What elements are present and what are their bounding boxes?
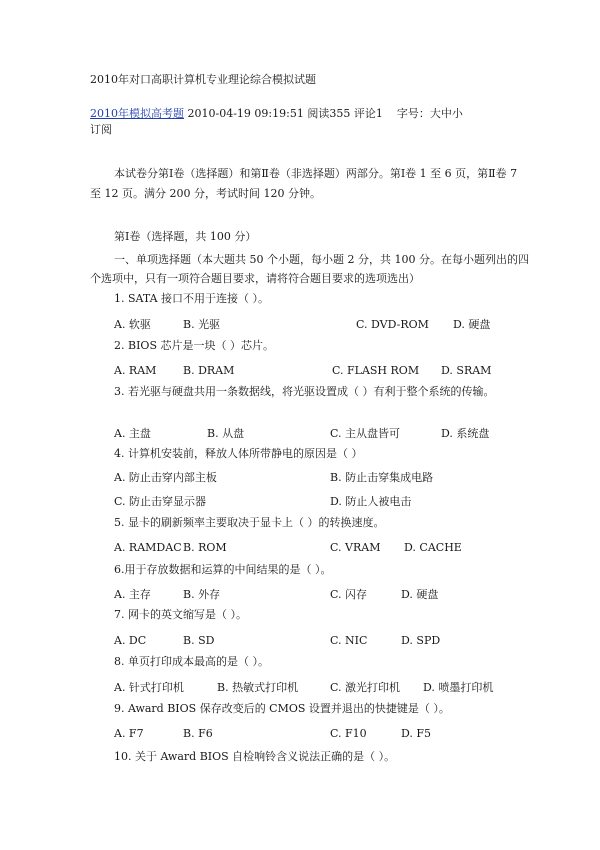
exam-intro: 本试卷分第Ⅰ卷（选择题）和第Ⅱ卷（非选择题）两部分。第Ⅰ卷 1 至 6 页，第Ⅱ卷 7 至 12 页。满分 200 分，考试时间 120 分钟。: [90, 167, 518, 200]
answer-option: A. 主盘: [114, 427, 151, 440]
answer-option: A. 主存: [114, 588, 151, 601]
question-text: 6.用于存放数据和运算的中间结果的是（ ）。: [114, 563, 332, 576]
answer-option: D. 喷墨打印机: [423, 681, 494, 694]
font-medium-option[interactable]: 中: [440, 107, 452, 120]
answer-option: C. 闪存: [330, 588, 368, 601]
post-datetime: 2010-04-19 09:19:51: [187, 107, 304, 120]
font-size-label: 字号：: [396, 107, 430, 120]
answer-option: A. RAM: [114, 364, 157, 377]
answer-option: D. 硬盘: [453, 318, 491, 331]
answer-option: B. F6: [183, 727, 213, 740]
font-large-option[interactable]: 大: [429, 107, 441, 120]
article-meta: [90, 106, 463, 136]
answer-option: B. SD: [183, 634, 215, 647]
answer-option: C. FLASH ROM: [332, 364, 420, 377]
answer-option: D. 硬盘: [401, 588, 439, 601]
comment-count[interactable]: 评论1: [353, 107, 383, 120]
subscribe-link[interactable]: 订阅: [90, 123, 112, 136]
question-text: 7. 网卡的英文缩写是（ ）。: [114, 608, 247, 621]
answer-option: B. 外存: [183, 588, 221, 601]
category-link[interactable]: 2010年模拟高考题: [90, 107, 184, 120]
question-text: 1. SATA 接口不用于连接（ ）。: [114, 292, 270, 305]
answer-option: D. 系统盘: [441, 427, 490, 440]
answer-option: D. CACHE: [404, 541, 462, 554]
answer-option: B. 光驱: [183, 318, 221, 331]
answer-option: A. 防止击穿内部主板: [114, 471, 217, 484]
answer-option: C. F10: [330, 727, 367, 740]
section-title: 第Ⅰ卷（选择题，共 100 分）: [114, 230, 257, 243]
answer-option: C. 主从盘皆可: [330, 427, 401, 440]
font-small-option[interactable]: 小: [451, 107, 463, 120]
answer-option: B. ROM: [183, 541, 227, 554]
answer-option: A. F7: [114, 727, 144, 740]
answer-option: A. DC: [114, 634, 147, 647]
answer-option: C. VRAM: [330, 541, 381, 554]
question-text: 4. 计算机安装前，释放人体所带静电的原因是（ ）: [114, 447, 363, 460]
answer-option: A. 软驱: [114, 318, 151, 331]
answer-option: C. 防止击穿显示器: [114, 495, 207, 508]
answer-option: A. RAMDAC: [114, 541, 182, 554]
answer-option: C. 激光打印机: [330, 681, 401, 694]
question-text: 8. 单页打印成本最高的是（ ）。: [114, 655, 269, 668]
answer-option: B. 从盘: [207, 427, 245, 440]
answer-option: D. SPD: [401, 634, 441, 647]
answer-option: B. 热敏式打印机: [217, 681, 299, 694]
question-text: 5. 显卡的刷新频率主要取决于显卡上（ ）的转换速度。: [114, 516, 385, 529]
answer-option: D. 防止人被电击: [330, 495, 412, 508]
answer-option: B. 防止击穿集成电路: [330, 471, 434, 484]
article-title: 2010年对口高职计算机专业理论综合模拟试题: [90, 73, 316, 86]
read-count: 阅读355: [307, 107, 351, 120]
answer-option: D. F5: [401, 727, 432, 740]
question-text: 3. 若光驱与硬盘共用一条数据线，将光驱设置成（ ）有利于整个系统的传输。: [114, 385, 495, 398]
answer-option: B. DRAM: [183, 364, 235, 377]
answer-option: C. NIC: [330, 634, 368, 647]
question-text: 9. Award BIOS 保存改变后的 CMOS 设置并退出的快捷键是（ ）。: [114, 702, 450, 715]
answer-option: C. DVD-ROM: [356, 318, 429, 331]
answer-option: D. SRAM: [441, 364, 492, 377]
answer-option: A. 针式打印机: [114, 681, 184, 694]
question-text: 2. BIOS 芯片是一块（ ）芯片。: [114, 339, 274, 352]
question-text: 10. 关于 Award BIOS 自检响铃含义说法正确的是（ ）。: [114, 750, 396, 763]
section-instruction: 一、单项选择题（本大题共 50 个小题，每小题 2 分，共 100 分。在每小题列出的四个选项中，只有一项符合题目要求，请将符合题目要求的选项选出）: [90, 253, 529, 285]
